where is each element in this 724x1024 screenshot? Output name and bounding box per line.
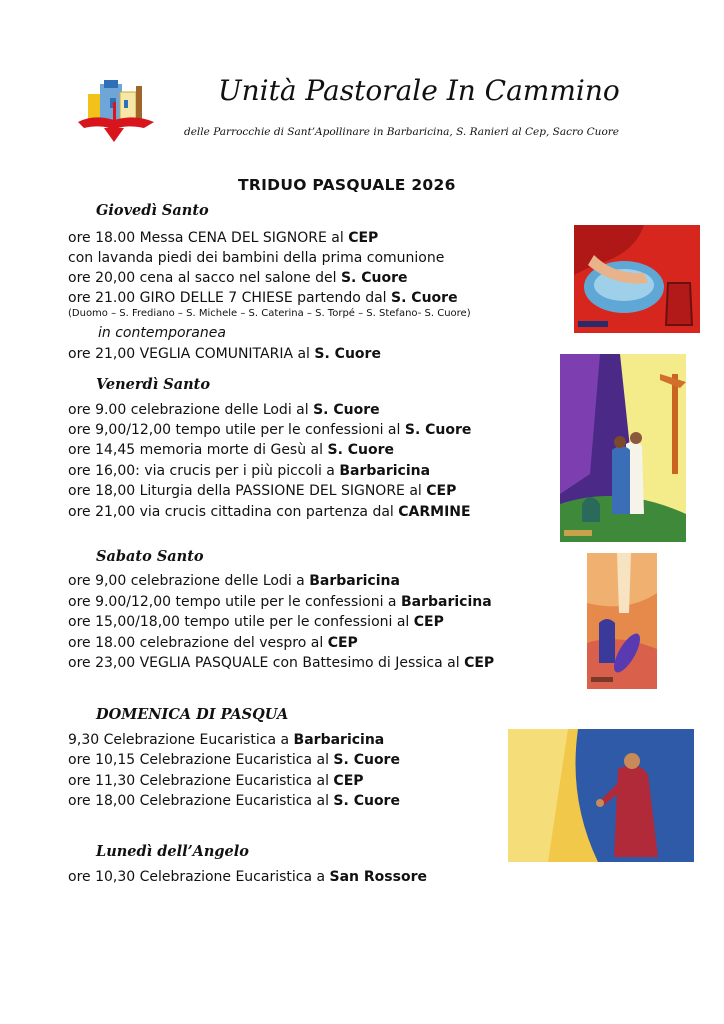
venerdi-line-2: ore 9,00/12,00 tempo utile per le confessioni al S. Cuore <box>68 422 472 438</box>
section-title-lunedi: Lunedì dell’Angelo <box>96 843 249 860</box>
parish-logo <box>74 72 158 144</box>
domenica-line-1: 9,30 Celebrazione Eucaristica a Barbaricina <box>68 732 385 748</box>
domenica-line-4: ore 18,00 Celebrazione Eucaristica al S. Cuore <box>68 793 400 809</box>
giovedi-line-5: (Duomo – S. Frediano – S. Michele – S. Caterina – S. Torpé – S. Stefano- S. Cuore) <box>68 308 471 319</box>
giovedi-line-6: in contemporanea <box>98 325 226 341</box>
venerdi-line-5: ore 18,00 Liturgia della PASSIONE DEL SIGNORE al CEP <box>68 483 457 499</box>
section-title-giovedi: Giovedì Santo <box>96 202 209 219</box>
venerdi-line-1: ore 9.00 celebrazione delle Lodi al S. Cuore <box>68 402 380 418</box>
sabato-line-3: ore 15,00/18,00 tempo utile per le confessioni al CEP <box>68 614 444 630</box>
giovedi-line-1: ore 18.00 Messa CENA DEL SIGNORE al CEP <box>68 230 379 246</box>
sabato-line-4: ore 18.00 celebrazione del vespro al CEP <box>68 635 358 651</box>
sabato-line-2: ore 9.00/12,00 tempo utile per le confessioni a Barbaricina <box>68 594 492 610</box>
venerdi-line-3: ore 14,45 memoria morte di Gesù al S. Cuore <box>68 442 395 458</box>
sabato-line-1: ore 9,00 celebrazione delle Lodi a Barbaricina <box>68 573 400 589</box>
domenica-line-3: ore 11,30 Celebrazione Eucaristica al CEP <box>68 773 364 789</box>
domenica-line-2: ore 10,15 Celebrazione Eucaristica al S. Cuore <box>68 752 400 768</box>
giovedi-line-7: ore 21,00 VEGLIA COMUNITARIA al S. Cuore <box>68 346 381 362</box>
venerdi-line-6: ore 21,00 via crucis cittadina con partenza dal CARMINE <box>68 504 471 520</box>
giovedi-line-4: ore 21.00 GIRO DELLE 7 CHIESE partendo dal S. Cuore <box>68 290 458 306</box>
sabato-line-5: ore 23,00 VEGLIA PASQUALE con Battesimo di Jessica al CEP <box>68 655 495 671</box>
venerdi-line-4: ore 16,00: via crucis per i più piccoli a Barbaricina <box>68 463 431 479</box>
giovedi-line-2: con lavanda piedi dei bambini della prima comunione <box>68 250 445 266</box>
page-title: Unità Pastorale In Cammino <box>218 74 620 107</box>
section-title-venerdi: Venerdì Santo <box>96 376 211 393</box>
painting-crucifixion <box>560 354 686 542</box>
painting-tomb <box>587 553 657 689</box>
painting-resurrection <box>508 729 694 862</box>
painting-washing-feet <box>574 225 700 333</box>
section-title-domenica: DOMENICA DI PASQUA <box>96 706 289 723</box>
main-heading: TRIDUO PASQUALE 2026 <box>238 176 456 194</box>
giovedi-line-3: ore 20,00 cena al sacco nel salone del S. Cuore <box>68 270 408 286</box>
lunedi-line-1: ore 10,30 Celebrazione Eucaristica a San Rossore <box>68 869 427 885</box>
section-title-sabato: Sabato Santo <box>96 548 204 565</box>
page-subtitle: delle Parrocchie di Sant’Apollinare in Barbaricina, S. Ranieri al Cep, Sacro Cuore <box>184 126 619 138</box>
